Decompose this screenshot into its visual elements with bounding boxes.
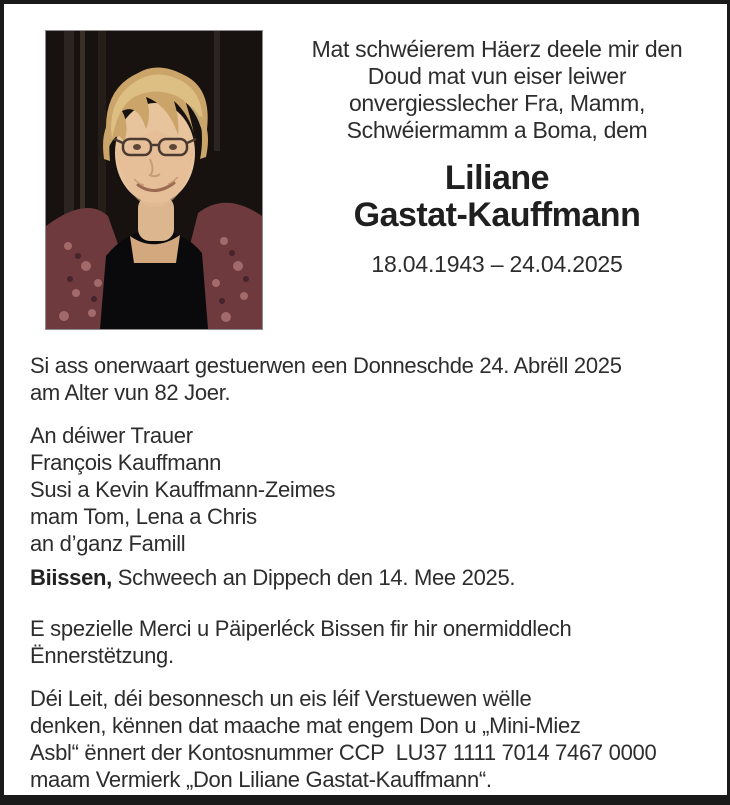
- donation-paragraph: [30, 685, 710, 793]
- intro-line: onvergiesslecher Fra, Mamm,: [348, 90, 646, 116]
- text-line: Si ass onerwaart gestuerwen een Donneschde 24. Abrëll 2025: [30, 353, 622, 378]
- bottom-black-bar: [0, 795, 730, 805]
- deceased-name: [272, 160, 722, 234]
- mourners-paragraph: [30, 422, 710, 557]
- notice-header: [272, 36, 722, 278]
- mourners-heading: An déiwer Trauer: [30, 423, 193, 448]
- intro-text: [272, 36, 722, 144]
- intro-line: Doud mat vun eiser leiwer: [367, 63, 627, 89]
- text-line: Déi Leit, déi besonnesch un eis léif Verstuewen wëlle: [30, 686, 532, 711]
- intro-line: Mat schwéierem Häerz deele mir den: [311, 36, 683, 62]
- mourner-name: an d’ganz Famill: [30, 531, 186, 556]
- text-line: Ënnerstëtzung.: [30, 643, 174, 668]
- portrait-photo-illustration: [46, 31, 262, 329]
- text-line: Asbl“ ënnert der Kontosnummer CCP LU37 1111 7014 7467 0000: [30, 740, 657, 765]
- place-name: Biissen,: [30, 565, 112, 590]
- thanks-paragraph: [30, 615, 710, 669]
- place-date-rest: Schweech an Dippech den 14. Mee 2025.: [111, 565, 516, 590]
- text-line: maam Vermierk „Don Liliane Gastat-Kauffmann“.: [30, 767, 492, 792]
- deceased-last-name: Gastat-Kauffmann: [353, 196, 641, 234]
- text-line: denken, kënnen dat maache mat engem Don u „Mini-Miez: [30, 713, 581, 738]
- text-line: E spezielle Merci u Päiperléck Bissen fir hir onermiddlech: [30, 616, 572, 641]
- deceased-first-name: Liliane: [444, 159, 550, 197]
- intro-line: Schwéiermamm a Boma, dem: [346, 117, 648, 143]
- place-date-line: [30, 564, 710, 591]
- portrait-photo: [45, 30, 263, 330]
- mourner-name: Susi a Kevin Kauffmann-Zeimes: [30, 477, 336, 502]
- death-paragraph: [30, 352, 710, 406]
- text-line: am Alter vun 82 Joer.: [30, 380, 231, 405]
- mourner-name: mam Tom, Lena a Chris: [30, 504, 257, 529]
- mourner-name: François Kauffmann: [30, 450, 222, 475]
- notice-body: [30, 352, 710, 793]
- text-line: [30, 564, 710, 591]
- life-dates: 18.04.1943 – 24.04.2025: [371, 251, 623, 277]
